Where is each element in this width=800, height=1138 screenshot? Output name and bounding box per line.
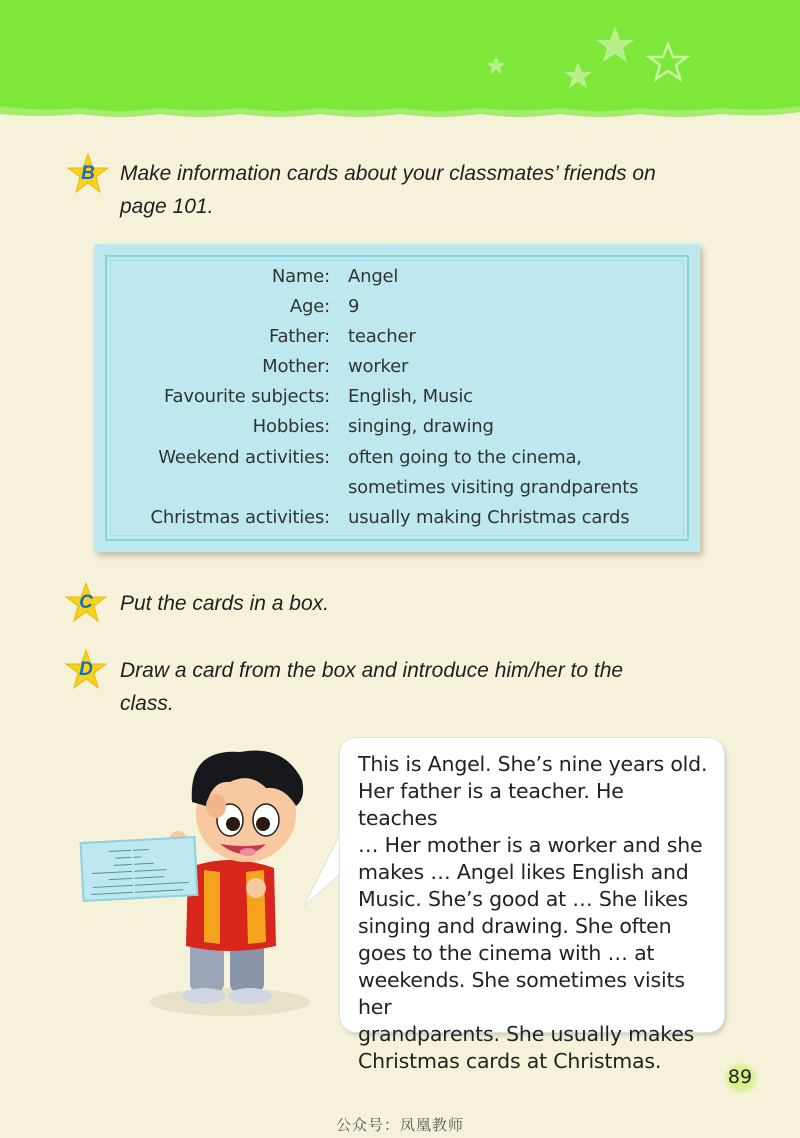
card-row-christmas-activities <box>94 507 700 537</box>
instruction-b <box>120 157 720 223</box>
card-row-hobbies <box>94 416 700 446</box>
speech-line: weekends. She sometimes visits her <box>358 968 685 1019</box>
watermark-text: 公众号：凤凰教师 <box>335 1116 464 1134</box>
header-band <box>0 0 800 120</box>
instruction-line: class. <box>120 692 174 715</box>
speech-line: This is Angel. She’s nine years old. <box>358 752 708 776</box>
speech-line: makes … Angel likes English and <box>358 860 689 884</box>
instruction-line: page 101. <box>120 195 214 218</box>
card-row-favourite-subjects <box>94 386 700 416</box>
section-marker-letter: B <box>81 163 95 184</box>
instruction-line: Make information cards about your classmates’ friends on <box>120 162 656 185</box>
speech-line: singing and drawing. She often <box>358 914 672 938</box>
section-marker-c <box>64 581 108 625</box>
speech-line: Her father is a teacher. He teaches <box>358 779 624 830</box>
speech-line: grandparents. She usually makes <box>358 1022 695 1046</box>
card-label: Name: <box>271 266 330 287</box>
card-value: Angel <box>348 266 399 287</box>
speech-bubble <box>340 738 724 1073</box>
card-label: Age: <box>289 296 330 317</box>
card-label: Father: <box>268 326 330 347</box>
instruction-d <box>120 654 720 720</box>
instruction-c <box>120 587 720 620</box>
card-label: Favourite subjects: <box>164 386 330 407</box>
speech-line: … Her mother is a worker and she <box>358 833 703 857</box>
section-marker-letter: D <box>79 659 93 680</box>
card-value: worker <box>348 356 409 377</box>
card-value: English, Music <box>348 386 473 407</box>
card-label: Mother: <box>262 356 330 377</box>
card-value: sometimes visiting grandparents <box>348 477 639 498</box>
instruction-line: Put the cards in a box. <box>120 592 329 615</box>
card-value: often going to the cinema, <box>348 447 582 468</box>
card-row-weekend-activities <box>94 447 700 477</box>
card-row-name <box>94 266 700 296</box>
speech-line: goes to the cinema with … at <box>358 941 655 965</box>
card-label: Weekend activities: <box>158 447 330 468</box>
speech-line: Christmas cards at Christmas. <box>358 1049 662 1073</box>
instruction-line: Draw a card from the box and introduce him/her to the <box>120 659 624 682</box>
section-marker-d <box>64 648 108 692</box>
speech-line: Music. She’s good at … She likes <box>358 887 689 911</box>
card-row-father <box>94 326 700 356</box>
card-value: singing, drawing <box>348 416 494 437</box>
section-marker-b <box>66 152 110 196</box>
card-row-weekend-activities-cont <box>94 477 700 507</box>
card-value: usually making Christmas cards <box>348 507 630 528</box>
card-value: 9 <box>348 296 360 317</box>
section-marker-letter: C <box>79 592 93 613</box>
card-label: Hobbies: <box>252 416 330 437</box>
page-number: 89 <box>727 1066 753 1088</box>
card-value: teacher <box>348 326 416 347</box>
information-card <box>94 244 700 552</box>
card-row-mother <box>94 356 700 386</box>
card-label: Christmas activities: <box>150 507 330 528</box>
speech-bubble-text <box>358 751 708 1075</box>
card-row-age <box>94 296 700 326</box>
